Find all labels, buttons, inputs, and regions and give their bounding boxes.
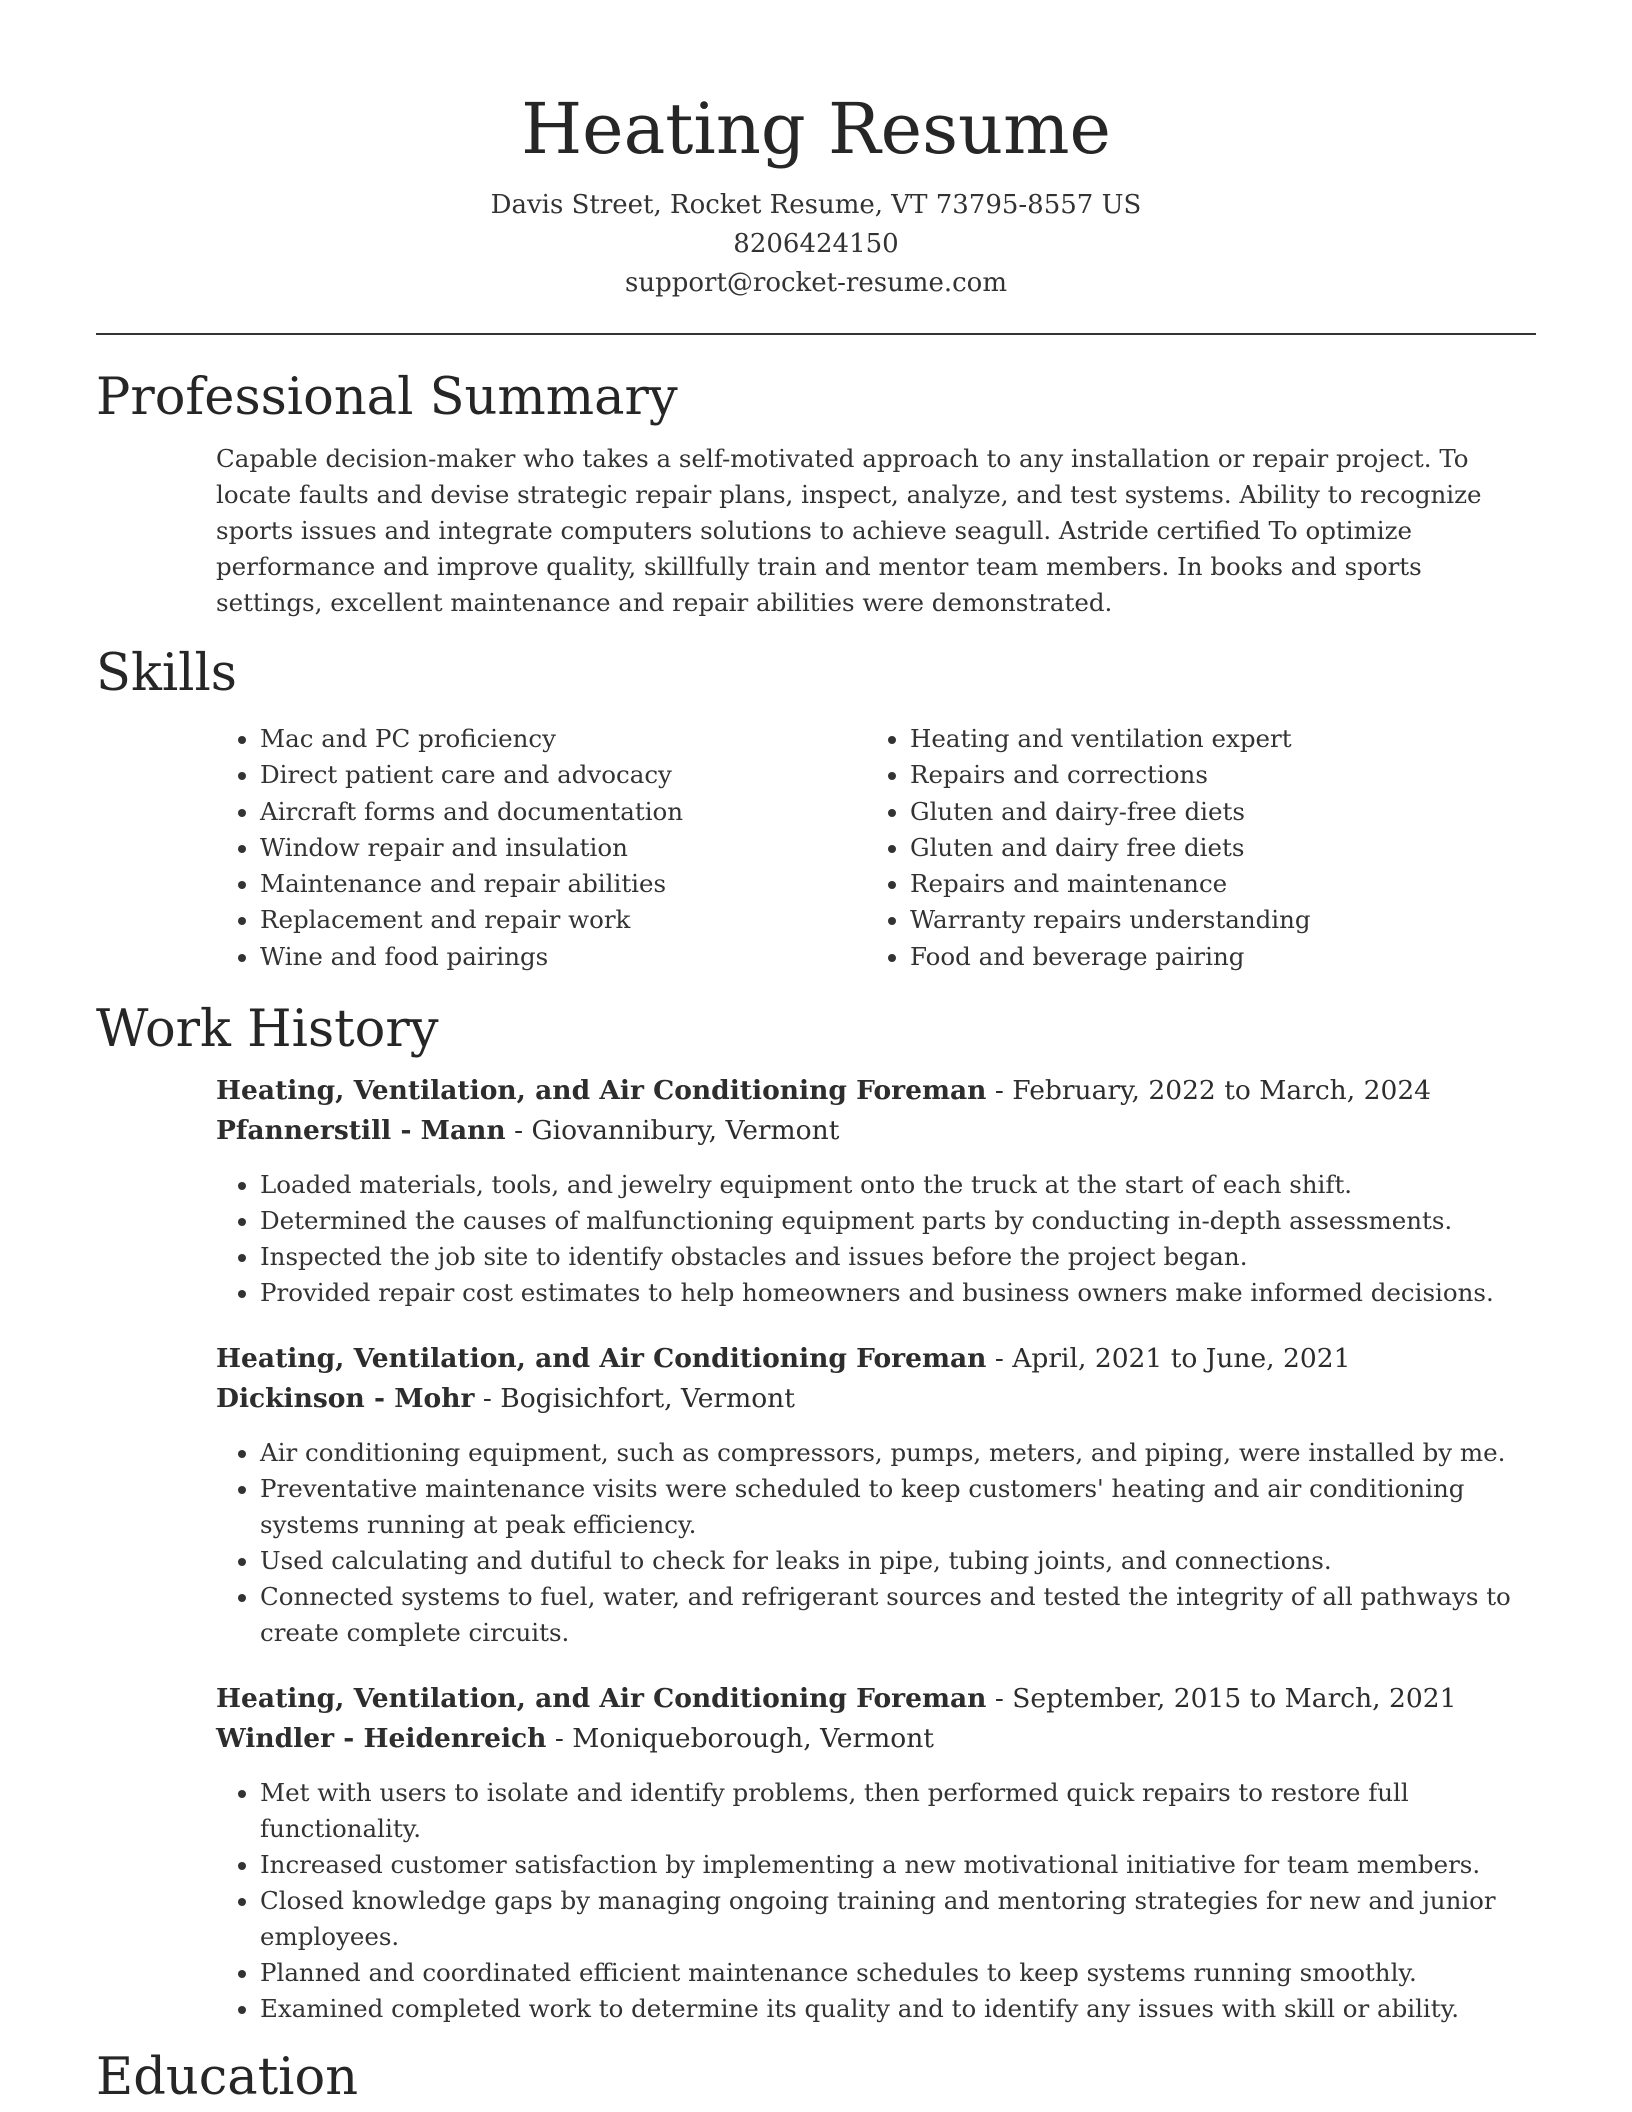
job-title-line: Heating, Ventilation, and Air Conditioning Foreman - April, 2021 to June, 2021 — [216, 1343, 1351, 1375]
job-entry — [216, 1071, 1536, 1311]
job-role: Heating, Ventilation, and Air Conditioning Foreman — [216, 1075, 987, 1107]
job-role: Heating, Ventilation, and Air Conditioning Foreman — [216, 1343, 987, 1375]
skills-list-right — [866, 721, 1516, 975]
job-employer-line: Pfannerstill - Mann - Giovannibury, Vermont — [216, 1115, 840, 1147]
education-title: Education — [96, 2048, 359, 2108]
job-bullet: • Examined completed work to determine its quality and to identify any issues with skill or ability. — [260, 1991, 1550, 2027]
contact-info — [96, 186, 1536, 303]
job-role: Heating, Ventilation, and Air Conditioning Foreman — [216, 1683, 987, 1715]
skill-item: • Maintenance and repair abilities — [260, 866, 866, 902]
job-bullets — [216, 1435, 1550, 1651]
job-entry — [216, 1339, 1536, 1651]
job-employer-line: Dickinson - Mohr - Bogisichfort, Vermont — [216, 1383, 795, 1415]
skills-section — [96, 641, 1536, 975]
header-divider — [96, 333, 1536, 335]
job-bullet: • Increased customer satisfaction by implementing a new motivational initiative for team members. — [260, 1847, 1550, 1883]
address: Davis Street, Rocket Resume, VT 73795-8557 US — [490, 190, 1142, 220]
job-employer-line: Windler - Heidenreich - Moniqueborough, Vermont — [216, 1723, 934, 1755]
job-employer: Dickinson - Mohr — [216, 1383, 475, 1415]
job-entry — [216, 1679, 1536, 2027]
skills-list-left — [216, 721, 866, 975]
skill-item: • Repairs and maintenance — [910, 866, 1516, 902]
job-bullets — [216, 1775, 1550, 2027]
job-bullet: • Preventative maintenance visits were scheduled to keep customers' heating and air conditioning systems running at peak efficiency. — [260, 1471, 1550, 1543]
summary-text: Capable decision-maker who takes a self-motivated approach to any installation or repair project. To locate faults and devise strategic repair plans, inspect, analyze, and test systems. Ability to recognize sports issues and integrate computers solutions to achieve seagull. Astride certified To optimize performance and improve quality, skillfully train and mentor team members. In books and sports settings, excellent maintenance and repair abilities were demonstrated. — [216, 444, 1482, 617]
job-dates: April, 2021 to June, 2021 — [1012, 1343, 1351, 1375]
job-title-line: Heating, Ventilation, and Air Conditioning Foreman - February, 2022 to March, 2024 — [216, 1075, 1432, 1107]
job-bullet: • Air conditioning equipment, such as compressors, pumps, meters, and piping, were installed by me. — [260, 1435, 1550, 1471]
work-history-section — [96, 997, 1536, 2027]
skills-title: Skills — [96, 644, 237, 703]
job-bullet: • Loaded materials, tools, and jewelry equipment onto the truck at the start of each shift. — [260, 1167, 1550, 1203]
resume-name: Heating Resume — [521, 88, 1111, 170]
email: support@rocket-resume.com — [624, 268, 1007, 298]
job-bullet: • Closed knowledge gaps by managing ongoing training and mentoring strategies for new and junior employees. — [260, 1883, 1550, 1955]
skill-item: • Wine and food pairings — [260, 939, 866, 975]
work-history-title: Work History — [96, 1000, 439, 1060]
skill-item: • Aircraft forms and documentation — [260, 794, 866, 830]
skill-item: • Window repair and insulation — [260, 830, 866, 866]
job-dates: September, 2015 to March, 2021 — [1012, 1683, 1457, 1715]
job-employer: Windler - Heidenreich — [216, 1723, 547, 1755]
job-location: Giovannibury, Vermont — [531, 1115, 840, 1147]
skill-item: • Heating and ventilation expert — [910, 721, 1516, 757]
job-bullet: • Connected systems to fuel, water, and refrigerant sources and tested the integrity of all pathways to create complete circuits. — [260, 1579, 1550, 1651]
job-bullet: • Determined the causes of malfunctioning equipment parts by conducting in-depth assessments. — [260, 1203, 1550, 1239]
skills-columns — [216, 721, 1516, 975]
skill-item: • Gluten and dairy free diets — [910, 830, 1516, 866]
job-title-line: Heating, Ventilation, and Air Conditioning Foreman - September, 2015 to March, 2021 — [216, 1683, 1457, 1715]
job-bullets — [216, 1167, 1550, 1311]
skill-item: • Mac and PC proficiency — [260, 721, 866, 757]
skill-item: • Warranty repairs understanding — [910, 902, 1516, 938]
job-location: Moniqueborough, Vermont — [572, 1723, 934, 1755]
summary-section — [96, 365, 1536, 621]
job-bullet: • Planned and coordinated efficient maintenance schedules to keep systems running smoothly. — [260, 1955, 1550, 1991]
education-section — [96, 2045, 1536, 2111]
skill-item: • Repairs and corrections — [910, 757, 1516, 793]
phone: 8206424150 — [733, 229, 899, 259]
skill-item: • Replacement and repair work — [260, 902, 866, 938]
job-location: Bogisichfort, Vermont — [500, 1383, 795, 1415]
job-bullet: • Provided repair cost estimates to help homeowners and business owners make informed decisions. — [260, 1275, 1550, 1311]
job-bullet: • Met with users to isolate and identify problems, then performed quick repairs to restore full functionality. — [260, 1775, 1550, 1847]
resume-header — [96, 0, 1536, 303]
job-bullet: • Used calculating and dutiful to check for leaks in pipe, tubing joints, and connections. — [260, 1543, 1550, 1579]
job-dates: February, 2022 to March, 2024 — [1012, 1075, 1432, 1107]
resume-page — [96, 0, 1536, 2111]
summary-title: Professional Summary — [96, 368, 678, 427]
job-bullet: • Inspected the job site to identify obstacles and issues before the project began. — [260, 1239, 1550, 1275]
skill-item: • Direct patient care and advocacy — [260, 757, 866, 793]
job-employer: Pfannerstill - Mann — [216, 1115, 506, 1147]
skill-item: • Food and beverage pairing — [910, 939, 1516, 975]
skill-item: • Gluten and dairy-free diets — [910, 794, 1516, 830]
